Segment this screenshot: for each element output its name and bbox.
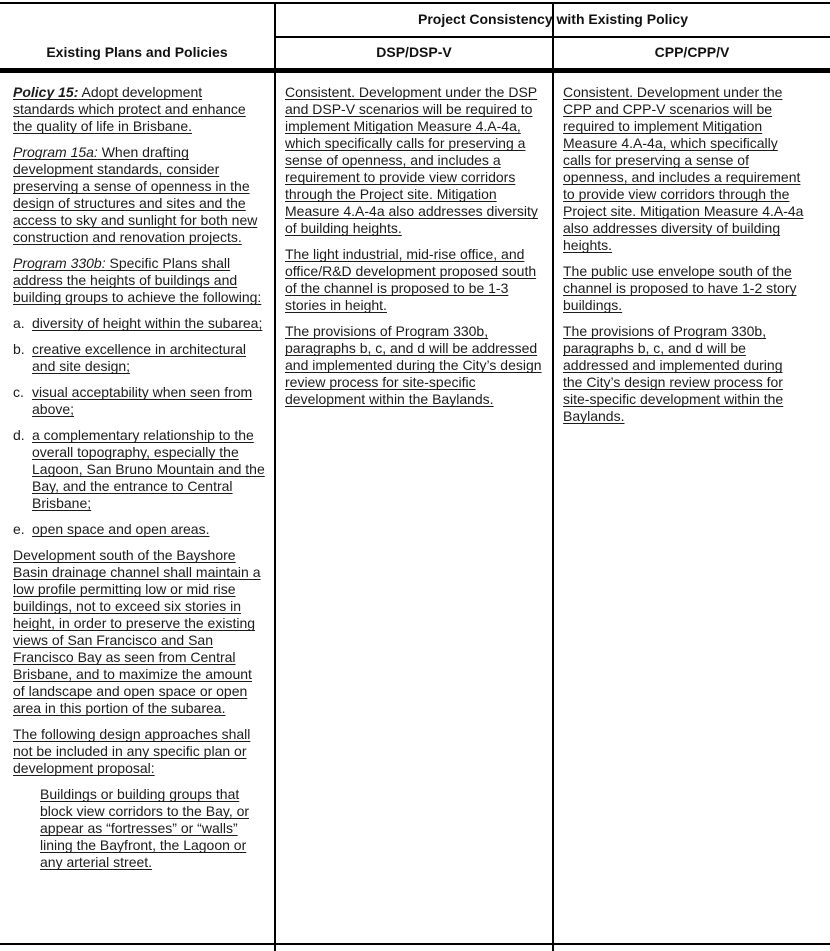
paragraph-text: Consistent. Development under the CPP and CPP-V scenarios will be required to implement Mitigation Measure 4.A-4a, which specifically calls for preserving a sense of openness, and includes a requirement to provide view corridors through the Project site. Mitigation Measure 4.A-4a also addresses diversity of building heights. bbox=[563, 84, 804, 253]
project-consistency-header: Project Consistency with Existing Policy bbox=[418, 11, 688, 27]
paragraph-text: The light industrial, mid-rise office, and office/R&D development proposed south of the channel is proposed to be 1-3 stories in height. bbox=[285, 246, 537, 313]
paragraph bbox=[40, 786, 265, 871]
list-item-text: a complementary relationship to the overall topography, especially the Lagoon, San Bruno Mountain and the Bay, and the entrance to Central Brisbane; bbox=[32, 427, 265, 511]
paragraph-text: Consistent. Development under the DSP and DSP-V scenarios will be required to implement Mitigation Measure 4.A-4a, which specifically calls for preserving a sense of openness, and includes a requirement to provide view corridors through the Project site. Mitigation Measure 4.A-4a also addresses diversity of building heights. bbox=[285, 84, 538, 236]
table-bottom-rule bbox=[0, 943, 830, 945]
paragraph-text: The provisions of Program 330b, paragraphs b, c, and d will be addressed and implemented during the City’s design review process for site-specific development within the Baylands. bbox=[285, 323, 542, 407]
paragraph bbox=[13, 255, 265, 306]
list-item-marker: e. bbox=[13, 521, 25, 537]
list-item bbox=[13, 341, 265, 375]
column-divider-2 bbox=[552, 2, 554, 951]
paragraph bbox=[13, 144, 265, 246]
paragraph-text: The provisions of Program 330b, paragraphs b, c, and d will be addressed and implemented during the City’s design review process for site-specific development within the Baylands. bbox=[563, 323, 784, 424]
paragraph bbox=[13, 726, 265, 777]
cpp-consistency-column bbox=[563, 84, 805, 942]
paragraph-text: The public use envelope south of the channel is proposed to have 1-2 story buildings. bbox=[563, 263, 797, 313]
paragraph bbox=[13, 547, 265, 717]
dsp-column-header: DSP/DSP-V bbox=[376, 44, 452, 60]
paragraph-text: Specific Plans shall address the heights of buildings and building groups to achieve the following: bbox=[13, 255, 262, 305]
existing-plans-header: Existing Plans and Policies bbox=[46, 44, 228, 60]
list-item-text: open space and open areas. bbox=[32, 521, 210, 537]
paragraph bbox=[13, 84, 265, 135]
list-item-marker: c. bbox=[13, 384, 24, 400]
list-item-marker: d. bbox=[13, 427, 25, 443]
list-item-text: diversity of height within the subarea; bbox=[32, 315, 263, 331]
paragraph-lead: Program 15a: bbox=[13, 144, 98, 160]
header-body-divider-rule bbox=[0, 68, 830, 73]
list-item bbox=[13, 315, 265, 332]
column-divider-1 bbox=[274, 2, 276, 951]
paragraph bbox=[285, 323, 545, 408]
paragraph-text: Adopt development standards which protect and enhance the quality of life in Brisbane. bbox=[13, 84, 246, 134]
paragraph-text: Buildings or building groups that block view corridors to the Bay, or appear as “fortresses” or “walls” lining the Bayfront, the Lagoon or any arterial street. bbox=[40, 786, 250, 870]
paragraph bbox=[563, 323, 805, 425]
list-item bbox=[13, 521, 265, 538]
paragraph bbox=[563, 263, 805, 314]
paragraph-text: The following design approaches shall not be included in any specific plan or development proposal: bbox=[13, 726, 251, 776]
cpp-column-header: CPP/CPP/V bbox=[654, 44, 730, 60]
list-item-text: creative excellence in architectural and site design; bbox=[32, 341, 246, 374]
paragraph bbox=[285, 84, 545, 237]
list-item bbox=[13, 384, 265, 418]
paragraph-lead: Program 330b: bbox=[13, 255, 106, 271]
list-item bbox=[13, 427, 265, 512]
paragraph-text: Development south of the Bayshore Basin drainage channel shall maintain a low profile permitting low or mid rise buildings, not to exceed six stories in height, in order to preserve the existing views of San Francisco and San Francisco Bay as seen from Central Brisbane, and to maximize the amount of landscape and open space or open area in this portion of the subarea. bbox=[13, 547, 261, 716]
paragraph bbox=[563, 84, 805, 254]
list-item-marker: b. bbox=[13, 341, 25, 357]
list-item-marker: a. bbox=[13, 315, 25, 331]
paragraph bbox=[285, 246, 545, 314]
paragraph-text: When drafting development standards, consider preserving a sense of openness in the design of structures and sites and the access to sky and sunlight for both new construction and renovation projects. bbox=[13, 144, 258, 245]
paragraph-lead: Policy 15: bbox=[13, 84, 79, 100]
list-item-text: visual acceptability when seen from above; bbox=[32, 384, 253, 417]
existing-plans-column bbox=[13, 84, 265, 942]
dsp-consistency-column bbox=[285, 84, 545, 942]
